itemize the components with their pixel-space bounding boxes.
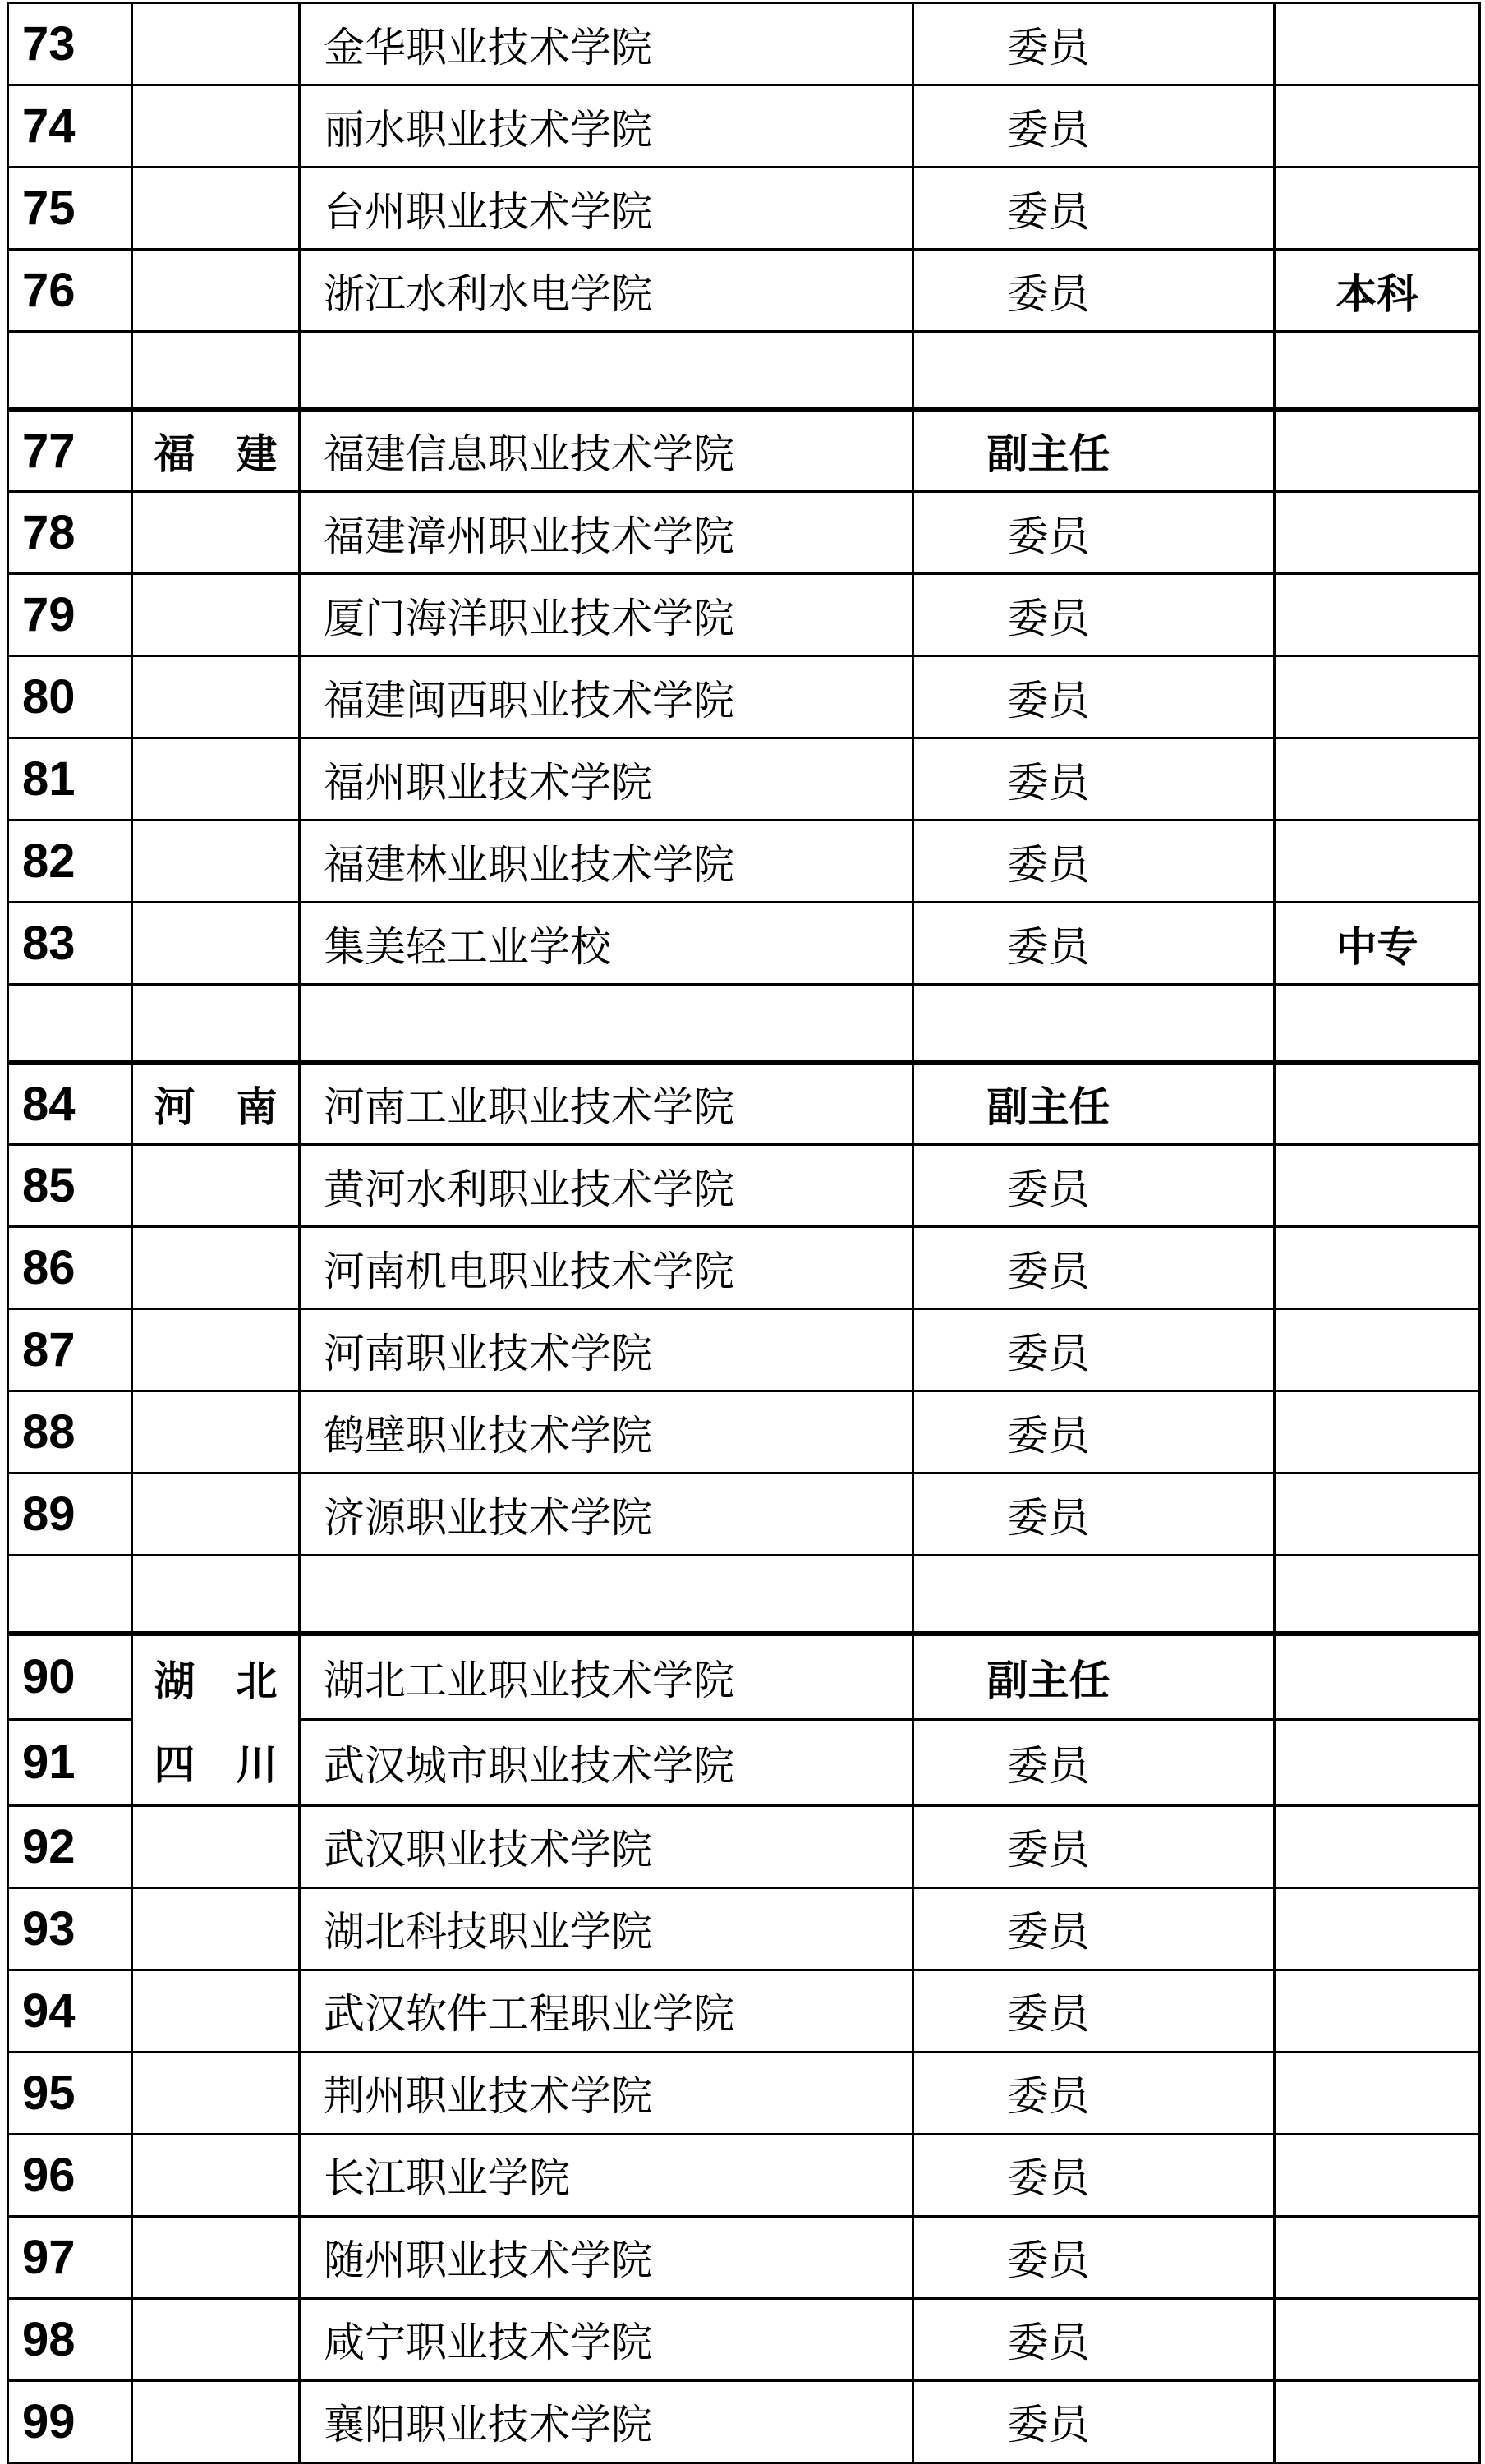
table-row	[8, 3, 1480, 85]
college-name-cell: 集美轻工业学校	[300, 903, 913, 985]
note-cell	[1275, 168, 1480, 250]
region-cell	[132, 656, 300, 738]
note-cell	[1275, 2380, 1480, 2462]
role-cell: 委员	[913, 1145, 1275, 1227]
merged-region-cell-lines	[133, 1636, 298, 1804]
note-cell	[1275, 3, 1480, 85]
role-cell: 委员	[913, 2052, 1275, 2134]
role-cell: 委员	[913, 821, 1275, 903]
row-number-cell: 85	[8, 1145, 132, 1227]
note-cell	[1275, 1887, 1480, 1970]
role-cell: 委员	[913, 903, 1275, 985]
row-number-cell	[8, 1556, 132, 1634]
row-number-cell: 80	[8, 656, 132, 738]
row-number-cell: 89	[8, 1473, 132, 1556]
table-row	[8, 2216, 1480, 2298]
region-cell	[132, 492, 300, 574]
role-cell: 委员	[913, 1887, 1275, 1970]
region-cell: 福 建	[132, 410, 300, 492]
college-name-cell: 武汉职业技术学院	[300, 1805, 913, 1887]
note-cell	[1275, 1391, 1480, 1473]
note-cell	[1275, 1719, 1480, 1805]
role-cell: 委员	[913, 574, 1275, 656]
table-row	[8, 2052, 1480, 2134]
separator-row	[8, 332, 1480, 410]
note-cell	[1275, 492, 1480, 574]
role-cell: 委员	[913, 1473, 1275, 1556]
role-cell	[913, 332, 1275, 410]
table-row	[8, 1634, 1480, 1720]
table-row	[8, 1970, 1480, 2052]
row-number-cell: 95	[8, 2052, 132, 2134]
table-row	[8, 1309, 1480, 1391]
college-name-cell: 长江职业学院	[300, 2134, 913, 2216]
role-cell: 副主任	[913, 1063, 1275, 1145]
college-name-cell: 厦门海洋职业技术学院	[300, 574, 913, 656]
row-number-cell: 97	[8, 2216, 132, 2298]
region-label: 湖 北	[154, 1657, 278, 1704]
college-name-cell: 咸宁职业技术学院	[300, 2298, 913, 2380]
row-number-cell: 75	[8, 168, 132, 250]
college-name-cell	[300, 985, 913, 1063]
college-name-cell: 浙江水利水电学院	[300, 250, 913, 332]
college-name-cell: 河南机电职业技术学院	[300, 1227, 913, 1309]
region-cell	[132, 1473, 300, 1556]
role-cell: 委员	[913, 2134, 1275, 2216]
role-cell: 委员	[913, 1309, 1275, 1391]
college-name-cell: 河南工业职业技术学院	[300, 1063, 913, 1145]
college-name-cell: 随州职业技术学院	[300, 2216, 913, 2298]
table-row	[8, 85, 1480, 168]
region-cell	[132, 1556, 300, 1634]
note-cell: 中专	[1275, 903, 1480, 985]
note-cell	[1275, 1063, 1480, 1145]
role-cell: 副主任	[913, 1634, 1275, 1720]
role-cell: 委员	[913, 1970, 1275, 2052]
region-cell	[132, 85, 300, 168]
role-cell: 委员	[913, 738, 1275, 821]
region-cell	[132, 1970, 300, 2052]
role-cell: 委员	[913, 2380, 1275, 2462]
college-name-cell: 黄河水利职业技术学院	[300, 1145, 913, 1227]
college-name-cell: 武汉软件工程职业学院	[300, 1970, 913, 2052]
region-cell	[132, 821, 300, 903]
region-cell	[132, 250, 300, 332]
college-name-cell: 济源职业技术学院	[300, 1473, 913, 1556]
role-cell: 委员	[913, 168, 1275, 250]
region-cell	[132, 1887, 300, 1970]
table-row	[8, 250, 1480, 332]
table-row	[8, 821, 1480, 903]
college-name-cell: 台州职业技术学院	[300, 168, 913, 250]
separator-row	[8, 1556, 1480, 1634]
region-cell	[132, 574, 300, 656]
row-number-cell: 76	[8, 250, 132, 332]
table-row	[8, 1805, 1480, 1887]
row-number-cell: 92	[8, 1805, 132, 1887]
region-cell	[132, 1391, 300, 1473]
role-cell: 委员	[913, 1391, 1275, 1473]
role-cell: 委员	[913, 1805, 1275, 1887]
row-number-cell: 78	[8, 492, 132, 574]
note-cell	[1275, 2134, 1480, 2216]
college-name-cell	[300, 332, 913, 410]
college-name-cell: 福州职业技术学院	[300, 738, 913, 821]
region-cell	[132, 2216, 300, 2298]
row-number-cell: 83	[8, 903, 132, 985]
table-row	[8, 574, 1480, 656]
note-cell	[1275, 1805, 1480, 1887]
role-cell: 委员	[913, 3, 1275, 85]
note-cell	[1275, 738, 1480, 821]
table-row	[8, 738, 1480, 821]
table-row	[8, 2380, 1480, 2462]
college-name-cell: 金华职业技术学院	[300, 3, 913, 85]
region-cell	[132, 985, 300, 1063]
college-name-cell: 湖北工业职业技术学院	[300, 1634, 913, 1720]
note-cell	[1275, 821, 1480, 903]
college-name-cell: 河南职业技术学院	[300, 1309, 913, 1391]
note-cell	[1275, 410, 1480, 492]
row-number-cell: 88	[8, 1391, 132, 1473]
table-row	[8, 656, 1480, 738]
table-row	[8, 1391, 1480, 1473]
table-row	[8, 168, 1480, 250]
row-number-cell: 81	[8, 738, 132, 821]
college-name-cell: 福建林业职业技术学院	[300, 821, 913, 903]
table-row	[8, 903, 1480, 985]
note-cell	[1275, 1145, 1480, 1227]
college-name-cell: 武汉城市职业技术学院	[300, 1719, 913, 1805]
college-name-cell	[300, 1556, 913, 1634]
table-row	[8, 2298, 1480, 2380]
row-number-cell: 98	[8, 2298, 132, 2380]
region-cell	[132, 1145, 300, 1227]
role-cell	[913, 1556, 1275, 1634]
region-cell	[132, 1227, 300, 1309]
note-cell	[1275, 332, 1480, 410]
college-name-cell: 荆州职业技术学院	[300, 2052, 913, 2134]
row-number-cell: 96	[8, 2134, 132, 2216]
role-cell	[913, 985, 1275, 1063]
table-row	[8, 2134, 1480, 2216]
table-row	[8, 1145, 1480, 1227]
note-cell	[1275, 656, 1480, 738]
row-number-cell: 77	[8, 410, 132, 492]
row-number-cell: 74	[8, 85, 132, 168]
row-number-cell: 94	[8, 1970, 132, 2052]
region-cell	[132, 738, 300, 821]
role-cell: 委员	[913, 250, 1275, 332]
role-cell: 委员	[913, 2298, 1275, 2380]
region-cell	[132, 2380, 300, 2462]
college-name-cell: 襄阳职业技术学院	[300, 2380, 913, 2462]
note-cell	[1275, 2216, 1480, 2298]
region-cell	[132, 3, 300, 85]
row-number-cell	[8, 985, 132, 1063]
row-number-cell	[8, 332, 132, 410]
table-row	[8, 1473, 1480, 1556]
table-row	[8, 1227, 1480, 1309]
table-body	[8, 3, 1480, 2463]
region-cell	[132, 2298, 300, 2380]
region-cell	[132, 332, 300, 410]
college-name-cell: 福建闽西职业技术学院	[300, 656, 913, 738]
note-cell: 本科	[1275, 250, 1480, 332]
college-name-cell: 鹤壁职业技术学院	[300, 1391, 913, 1473]
region-cell	[132, 168, 300, 250]
college-name-cell: 福建漳州职业技术学院	[300, 492, 913, 574]
row-number-cell: 99	[8, 2380, 132, 2462]
region-cell	[132, 1805, 300, 1887]
note-cell	[1275, 2052, 1480, 2134]
row-number-cell: 91	[8, 1719, 132, 1805]
college-name-cell: 湖北科技职业学院	[300, 1887, 913, 1970]
note-cell	[1275, 1227, 1480, 1309]
role-cell: 委员	[913, 492, 1275, 574]
note-cell	[1275, 1473, 1480, 1556]
role-cell: 委员	[913, 1719, 1275, 1805]
note-cell	[1275, 1634, 1480, 1720]
row-number-cell: 73	[8, 3, 132, 85]
note-cell	[1275, 1970, 1480, 2052]
region-cell	[132, 2052, 300, 2134]
row-number-cell: 87	[8, 1309, 132, 1391]
row-number-cell: 79	[8, 574, 132, 656]
table-row	[8, 1887, 1480, 1970]
college-name-cell: 丽水职业技术学院	[300, 85, 913, 168]
row-number-cell: 82	[8, 821, 132, 903]
region-cell: 河 南	[132, 1063, 300, 1145]
table-row	[8, 410, 1480, 492]
separator-row	[8, 985, 1480, 1063]
row-number-cell: 84	[8, 1063, 132, 1145]
region-label: 四 川	[154, 1742, 278, 1789]
note-cell	[1275, 574, 1480, 656]
role-cell: 副主任	[913, 410, 1275, 492]
row-number-cell: 86	[8, 1227, 132, 1309]
region-cell	[132, 903, 300, 985]
role-cell: 委员	[913, 85, 1275, 168]
committee-roster-table	[7, 2, 1481, 2464]
table-row	[8, 492, 1480, 574]
note-cell	[1275, 985, 1480, 1063]
note-cell	[1275, 1309, 1480, 1391]
region-cell	[132, 2134, 300, 2216]
role-cell: 委员	[913, 1227, 1275, 1309]
role-cell: 委员	[913, 656, 1275, 738]
region-cell	[132, 1634, 300, 1806]
row-number-cell: 93	[8, 1887, 132, 1970]
role-cell: 委员	[913, 2216, 1275, 2298]
note-cell	[1275, 1556, 1480, 1634]
row-number-cell: 90	[8, 1634, 132, 1720]
note-cell	[1275, 2298, 1480, 2380]
college-name-cell: 福建信息职业技术学院	[300, 410, 913, 492]
note-cell	[1275, 85, 1480, 168]
table-row	[8, 1063, 1480, 1145]
region-cell	[132, 1309, 300, 1391]
